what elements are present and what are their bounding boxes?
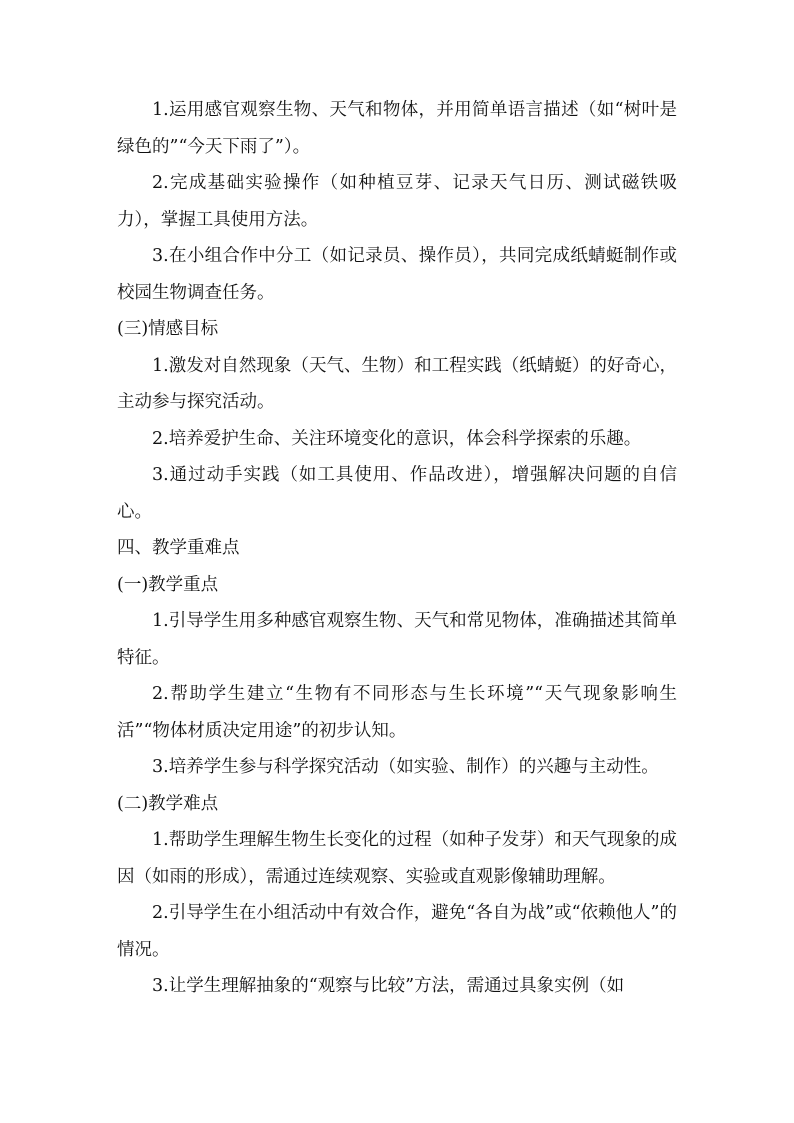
section-heading-key-points: 四、教学重难点 bbox=[117, 538, 240, 558]
document-body bbox=[117, 92, 677, 1005]
teaching-focus-1: 1.引导学生用多种感官观察生物、天气和常见物体，准确描述其简单特征。 bbox=[117, 611, 677, 668]
teaching-difficulty-3: 3.让学生理解抽象的“观察与比较”方法，需通过具象实例（如 bbox=[152, 976, 625, 996]
section-heading-emotion-goals: (三)情感目标 bbox=[117, 319, 219, 339]
teaching-difficulty-1: 1.帮助学生理解生物生长变化的过程（如种子发芽）和天气现象的成因（如雨的形成），需通过连续观察、实验或直观影像辅助理解。 bbox=[117, 830, 677, 887]
subsection-heading-teaching-focus: (一)教学重点 bbox=[117, 574, 219, 595]
subsection-heading-teaching-difficulty: (二)教学难点 bbox=[117, 793, 219, 814]
teaching-difficulty-2: 2.引导学生在小组活动中有效合作，避免“各自为战”或“依赖他人”的情况。 bbox=[117, 903, 677, 960]
emotion-goal-2: 2.培养爱护生命、关注环境变化的意识，体会科学探索的乐趣。 bbox=[152, 428, 642, 449]
teaching-focus-2: 2.帮助学生建立“生物有不同形态与生长环境”“天气现象影响生活”“物体材质决定用途”的初步认知。 bbox=[117, 684, 677, 741]
skill-goal-1: 1.运用感官观察生物、天气和物体，并用简单语言描述（如“树叶是绿色的”“今天下雨了”）。 bbox=[117, 100, 677, 157]
emotion-goal-1: 1.激发对自然现象（天气、生物）和工程实践（纸蜻蜓）的好奇心，主动参与探究活动。 bbox=[117, 355, 677, 412]
emotion-goal-3: 3.通过动手实践（如工具使用、作品改进），增强解决问题的自信心。 bbox=[117, 465, 677, 522]
teaching-focus-3: 3.培养学生参与科学探究活动（如实验、制作）的兴趣与主动性。 bbox=[152, 757, 659, 777]
skill-goal-2: 2.完成基础实验操作（如种植豆芽、记录天气日历、测试磁铁吸力），掌握工具使用方法。 bbox=[117, 173, 677, 230]
skill-goal-3: 3.在小组合作中分工（如记录员、操作员），共同完成纸蜻蜓制作或校园生物调查任务。 bbox=[117, 246, 677, 303]
